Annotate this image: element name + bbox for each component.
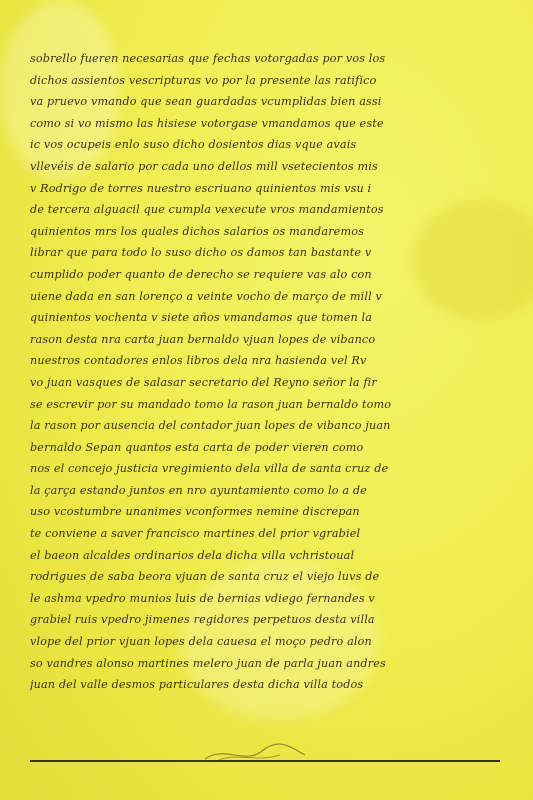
- flourish-mark: [200, 737, 310, 767]
- text-line: como si vo mismo las hisiese votorgase vmandamos que este: [30, 116, 384, 130]
- text-line: se escrevir por su mandado tomo la rason juan bernaldo tomo: [30, 397, 392, 411]
- bottom-rule: [30, 760, 500, 762]
- text-line: juan del valle desmos particulares desta dicha villa todos: [30, 678, 364, 692]
- text-line: librar que para todo lo suso dicho os damos tan bastante v: [30, 246, 372, 260]
- text-line: sobrello fueren necesarias que fechas votorgadas por vos los: [30, 52, 386, 65]
- text-line: bernaldo Sepan quantos esta carta de poder vieren como: [30, 440, 364, 454]
- text-line: rason desta nra carta juan bernaldo vjuan lopes de vibanco: [30, 332, 376, 346]
- text-line: vo juan vasques de salasar secretario del Reyno señor la fir: [30, 375, 377, 389]
- manuscript-text: [30, 48, 502, 696]
- text-line: grabiel ruis vpedro jimenes regidores perpetuos desta villa: [30, 613, 375, 627]
- text-line: rodrigues de saba beora vjuan de santa cruz el viejo luvs de: [30, 570, 380, 584]
- text-line: vllevéis de salario por cada uno dellos mill vsetecientos mis: [30, 159, 378, 173]
- text-line: quinientos vochenta v siete años vmandamos que tomen la: [30, 311, 373, 325]
- text-line: vlope del prior vjuan lopes dela cauesa el moço pedro alon: [30, 635, 372, 649]
- text-line: quinientos mrs los quales dichos salarios os mandaremos: [30, 224, 364, 238]
- text-line: el baeon alcaldes ordinarios dela dicha villa vchristoual: [30, 548, 355, 562]
- text-line: uiene dada en san lorenço a veinte vocho de março de mill v: [30, 289, 382, 303]
- text-line: la çarça estando juntos en nro ayuntamiento como lo a de: [30, 483, 367, 497]
- text-line: nos el concejo justicia vregimiento dela villa de santa cruz de: [30, 462, 389, 476]
- text-line: va pruevo vmando que sean guardadas vcumplidas bien assi: [30, 95, 382, 109]
- text-line: la rason por ausencia del contador juan lopes de vibanco juan: [30, 419, 391, 433]
- text-line: cumplido poder quanto de derecho se requiere vas alo con: [30, 267, 372, 281]
- text-line: de tercera alguacil que cumpla vexecute vros mandamientos: [30, 203, 384, 217]
- text-line: v Rodrigo de torres nuestro escriuano quinientos mis vsu i: [30, 181, 372, 195]
- text-line: le ashma vpedro munios luis de bernias vdiego fernandes v: [30, 591, 375, 605]
- text-line: te conviene a saver francisco martines del prior vgrabiel: [30, 527, 361, 541]
- text-line: uso vcostumbre unanimes vconformes nemine discrepan: [30, 505, 360, 519]
- text-line: nuestros contadores enlos libros dela nra hasienda vel Rv: [30, 354, 367, 368]
- text-line: ic vos ocupeis enlo suso dicho dosientos dias vque avais: [30, 138, 357, 152]
- text-line: so vandres alonso martines melero juan de parla juan andres: [30, 656, 386, 670]
- text-line: dichos assientos vescripturas vo por la presente las ratifico: [30, 73, 377, 87]
